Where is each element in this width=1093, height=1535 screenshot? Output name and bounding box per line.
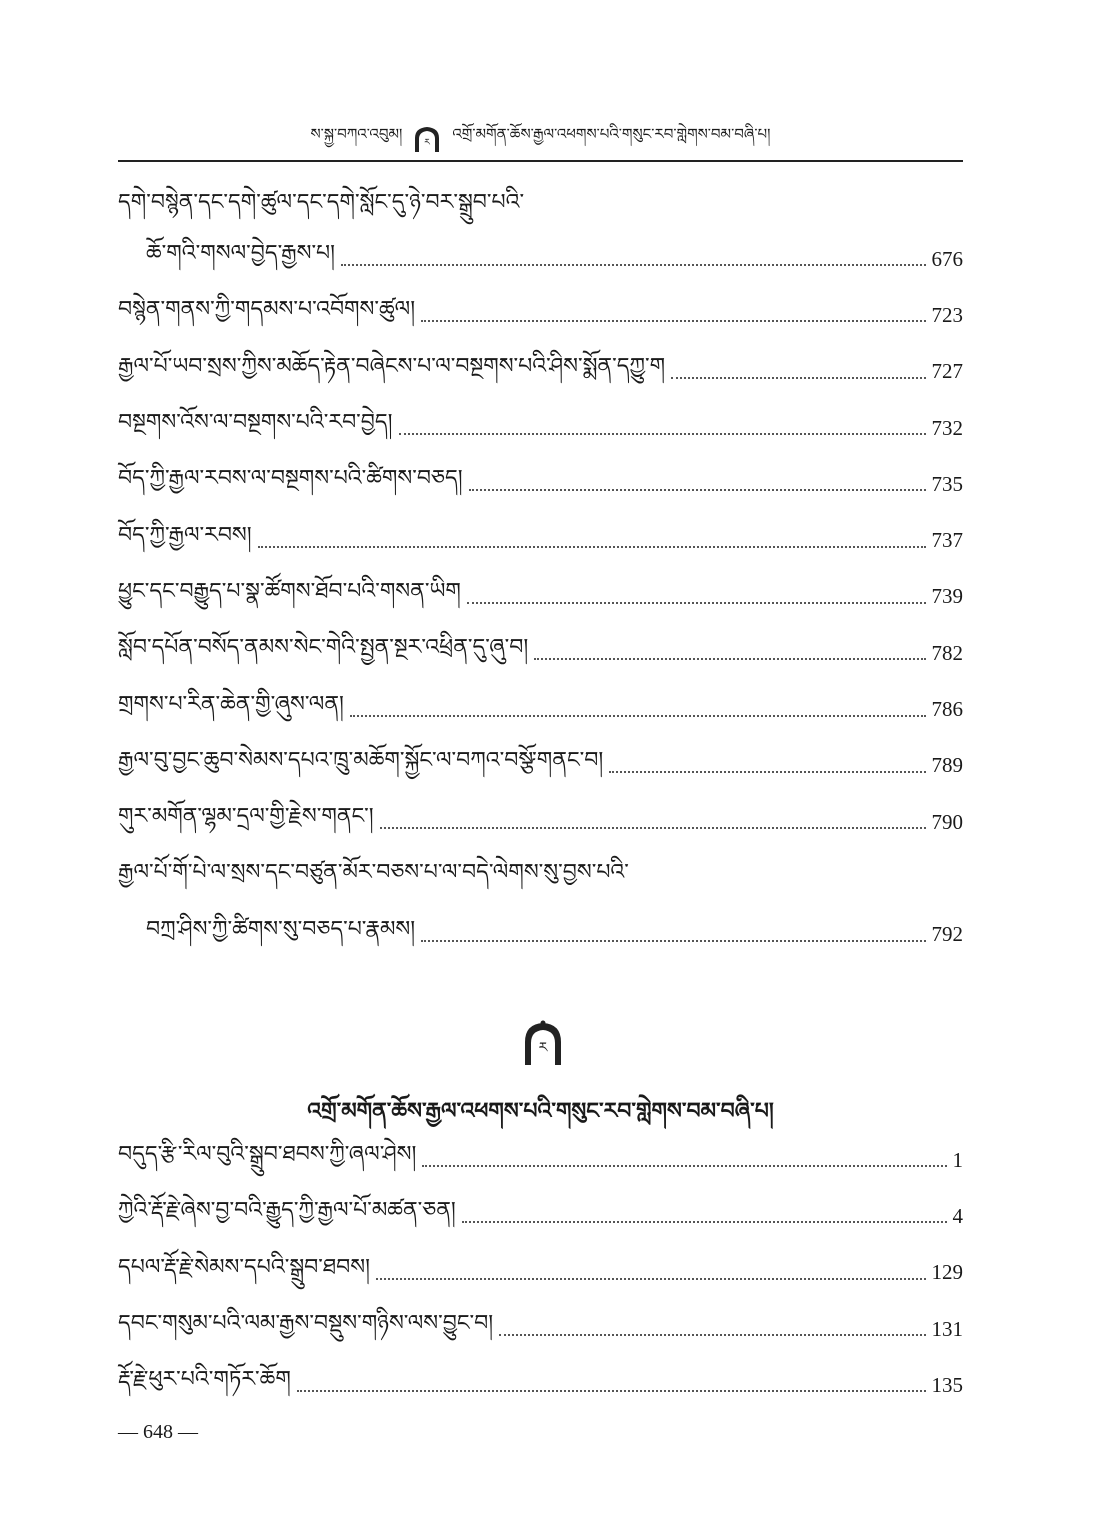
section-ornament-icon [519,1020,567,1066]
dot-leader [421,940,925,942]
dot-leader [609,771,925,773]
toc-entry[interactable] [118,231,963,287]
toc-upper [118,184,963,963]
toc-entry[interactable] [118,400,963,456]
toc-entry-title: སློབ་དཔོན་བསོད་ནམས་སེང་གེའི་སྤྱན་སྔར་འཕྲིན་དུ་ཞུ་བ། [118,635,529,661]
toc-entry[interactable] [118,681,963,737]
dot-leader [499,1334,925,1336]
dot-leader [297,1390,926,1392]
toc-entry-page: 732 [931,415,963,440]
toc-entry[interactable] [118,1132,963,1188]
dot-leader [469,489,926,491]
header-left-text: ས་སྐྱ་བཀའ་འབུམ། [310,125,403,143]
toc-entry[interactable] [118,738,963,794]
header-right-text: འགྲོ་མགོན་ཆོས་རྒྱལ་འཕགས་པའི་གསུང་རབ་གླེགས་བམ་བཞི་པ། [452,125,771,143]
toc-entry[interactable] [118,1245,963,1301]
page-number: — 648 — [118,1421,198,1443]
toc-entry-title: རྒྱལ་བུ་བྱང་ཆུབ་སེམས་དཔའ་ཁྲུ་མཆོག་སྐྱོང་ལ་བཀའ་བསྩོ་གནང་བ། [118,747,604,773]
toc-entry-title: ཀྱེའི་རྡོ་རྗེ་ཞེས་བྱ་བའི་རྒྱུད་ཀྱི་རྒྱལ་པོ་མཚན་ཅན། [118,1198,456,1224]
dot-leader [399,433,926,435]
toc-entry-page: 135 [931,1372,963,1397]
toc-entry[interactable] [118,907,963,963]
toc-entry[interactable] [118,287,963,343]
toc-entry[interactable] [118,1357,963,1413]
toc-entry-title: དཔལ་རྡོ་རྗེ་སེམས་དཔའི་སྒྲུབ་ཐབས། [118,1254,371,1280]
toc-entry[interactable] [118,344,963,400]
toc-entry[interactable] [118,456,963,512]
toc-entry-title: བཀྲ་ཤིས་ཀྱི་ཚིགས་སུ་བཅད་པ་རྣམས། [146,916,416,942]
dot-leader [462,1221,947,1223]
toc-entry-page: 790 [931,809,963,834]
toc-entry[interactable] [118,850,963,906]
toc-entry-page: 739 [931,584,963,609]
dot-leader [422,1165,946,1167]
dot-leader [467,602,926,604]
dot-leader [534,658,925,660]
toc-entry-title: བདུད་རྩི་རིལ་བུའི་སྒྲུབ་ཐབས་ཀྱི་ཞལ་ཤེས། [118,1142,417,1168]
toc-lower [118,1132,963,1413]
toc-entry-page: 786 [931,697,963,722]
toc-entry-page: 4 [952,1203,963,1228]
toc-entry[interactable] [118,1188,963,1244]
toc-entry-title: བསྙེན་གནས་ཀྱི་གདམས་པ་འབོགས་ཚུལ། [118,297,416,323]
toc-entry-page: 676 [931,246,963,271]
section-ornament-glyph: ར [538,1040,548,1056]
toc-entry[interactable] [118,1301,963,1357]
toc-entry-title: ཆོ་གའི་གསལ་བྱེད་རྒྱས་པ། [146,241,336,267]
toc-entry-page: 735 [931,471,963,496]
dot-leader [350,715,926,717]
toc-entry[interactable] [118,625,963,681]
toc-entry-title: བོད་ཀྱི་རྒྱལ་རབས། [118,522,252,548]
toc-entry-title: བོད་ཀྱི་རྒྱལ་རབས་ལ་བསྔགས་པའི་ཚིགས་བཅད། [118,466,463,492]
header-rule [118,160,963,162]
toc-entry-title: བསྔགས་འོས་ལ་བསྔགས་པའི་རབ་བྱེད། [118,410,393,436]
running-header [118,122,963,156]
dot-leader [341,264,925,266]
toc-entry-title: རྒྱལ་པོ་གོ་པེ་ལ་སྲས་དང་བཙུན་མོར་བཅས་པ་ལ་བདེ་ལེགས་སུ་བྱས་པའི་ [118,860,629,886]
toc-entry-title: ཕྱུང་དང་བརྒྱུད་པ་སྣ་ཚོགས་ཐོབ་པའི་གསན་ཡིག [118,578,461,604]
toc-entry-title: རྒྱལ་པོ་ཡབ་སྲས་ཀྱིས་མཆོད་རྟེན་བཞེངས་པ་ལ་བསྔགས་པའི་ཤིས་སྨོན་དཀྱུ་ག [118,353,666,379]
toc-entry-page: 782 [931,640,963,665]
toc-entry-title: གྲགས་པ་རིན་ཆེན་གྱི་ཞུས་ལན། [118,691,344,717]
toc-entry[interactable] [118,569,963,625]
toc-entry-page: 1 [952,1147,963,1172]
toc-entry[interactable] [118,794,963,850]
section-title: འགྲོ་མགོན་ཆོས་རྒྱལ་འཕགས་པའི་གསུང་རབ་གླེགས་བམ་བཞི་པ། [307,1098,774,1124]
dot-leader [380,827,926,829]
toc-entry-page: 723 [931,302,963,327]
toc-entry-title: དགེ་བསྙེན་དང་དགེ་ཚུལ་དང་དགེ་སློང་དུ་ཉེ་བར་སྒྲུབ་པའི་ [118,189,525,215]
toc-entry-page: 727 [931,359,963,384]
header-ornament-glyph: ར [424,138,431,148]
toc-entry-title: གུར་མགོན་ལྷམ་དྲལ་གྱི་རྗེས་གནང་། [118,804,374,830]
dot-leader [421,320,925,322]
toc-entry-page: 792 [931,922,963,947]
dot-leader [671,377,925,379]
dot-leader [376,1278,925,1280]
toc-entry-page: 129 [931,1260,963,1285]
header-ornament-icon [412,125,442,153]
dot-leader [258,546,926,548]
toc-entry-page: 131 [931,1316,963,1341]
toc-entry[interactable] [118,512,963,568]
toc-entry-title: དབང་གསུམ་པའི་ལམ་རྒྱས་བསྡུས་གཉིས་ལས་བྱུང་བ། [118,1311,494,1337]
toc-entry-page: 789 [931,753,963,778]
toc-entry[interactable] [118,184,963,231]
toc-entry-page: 737 [931,528,963,553]
toc-entry-title: རྡོ་རྗེ་ཕུར་པའི་གཏོར་ཆོག [118,1367,291,1393]
